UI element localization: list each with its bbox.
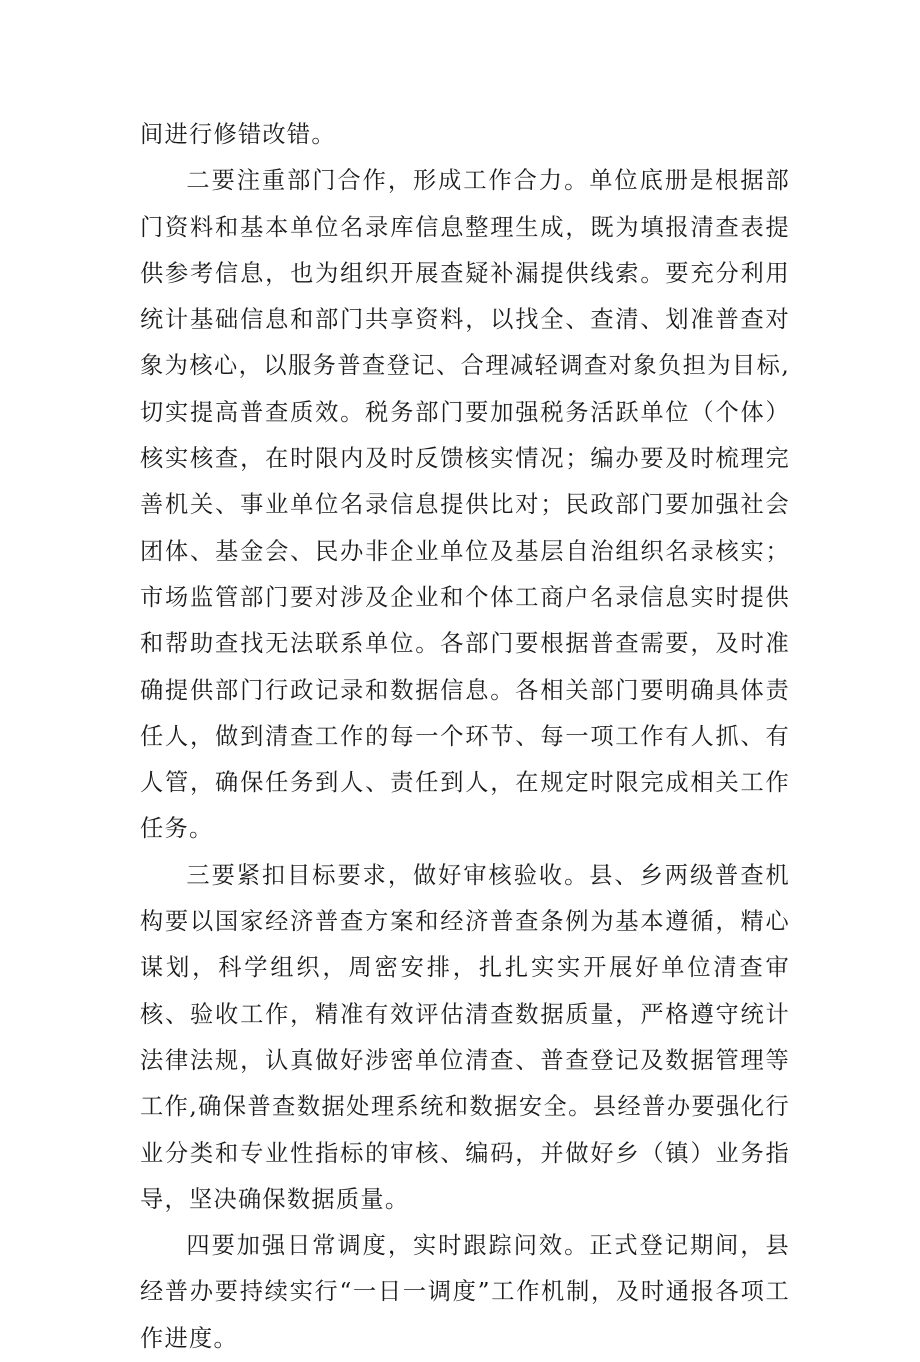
document-body	[140, 112, 790, 1362]
paragraph-department-cooperation: 二要注重部门合作，形成工作合力。单位底册是根据部门资料和基本单位名录库信息整理生成，既为填报清查表提供参考信息，也为组织开展查疑补漏提供线索。要充分利用统计基础信息和部门共享资料，以找全、查清、划准普查对象为核心，以服务普查登记、合理减轻调查对象负担为目标,切实提高普查质效。税务部门要加强税务活跃单位（个体）核实核查，在时限内及时反馈核实情况；编办要及时梳理完善机关、事业单位名录信息提供比对；民政部门要加强社会团体、基金会、民办非企业单位及基层自治组织名录核实；市场监管部门要对涉及企业和个体工商户名录信息实时提供和帮助查找无法联系单位。各部门要根据普查需要，及时准确提供部门行政记录和数据信息。各相关部门要明确具体责任人，做到清查工作的每一个环节、每一项工作有人抓、有人管，确保任务到人、责任到人，在规定时限完成相关工作任务。	[140, 167, 790, 843]
paragraph-daily-dispatch: 四要加强日常调度，实时跟踪问效。正式登记期间，县经普办要持续实行“一日一调度”工作机制，及时通报各项工作进度。	[140, 1232, 790, 1352]
paragraph-review-acceptance: 三要紧扣目标要求，做好审核验收。县、乡两级普查机构要以国家经济普查方案和经济普查条例为基本遵循，精心谋划，科学组织，周密安排，扎扎实实开展好单位清查审核、验收工作，精准有效评估清查数据质量，严格遵守统计法律法规，认真做好涉密单位清查、普查登记及数据管理等工作,确保普查数据处理系统和数据安全。县经普办要强化行业分类和专业性指标的审核、编码，并做好乡（镇）业务指导，坚决确保数据质量。	[140, 861, 790, 1213]
paragraph-continuation: 间进行修错改错。	[140, 121, 336, 148]
